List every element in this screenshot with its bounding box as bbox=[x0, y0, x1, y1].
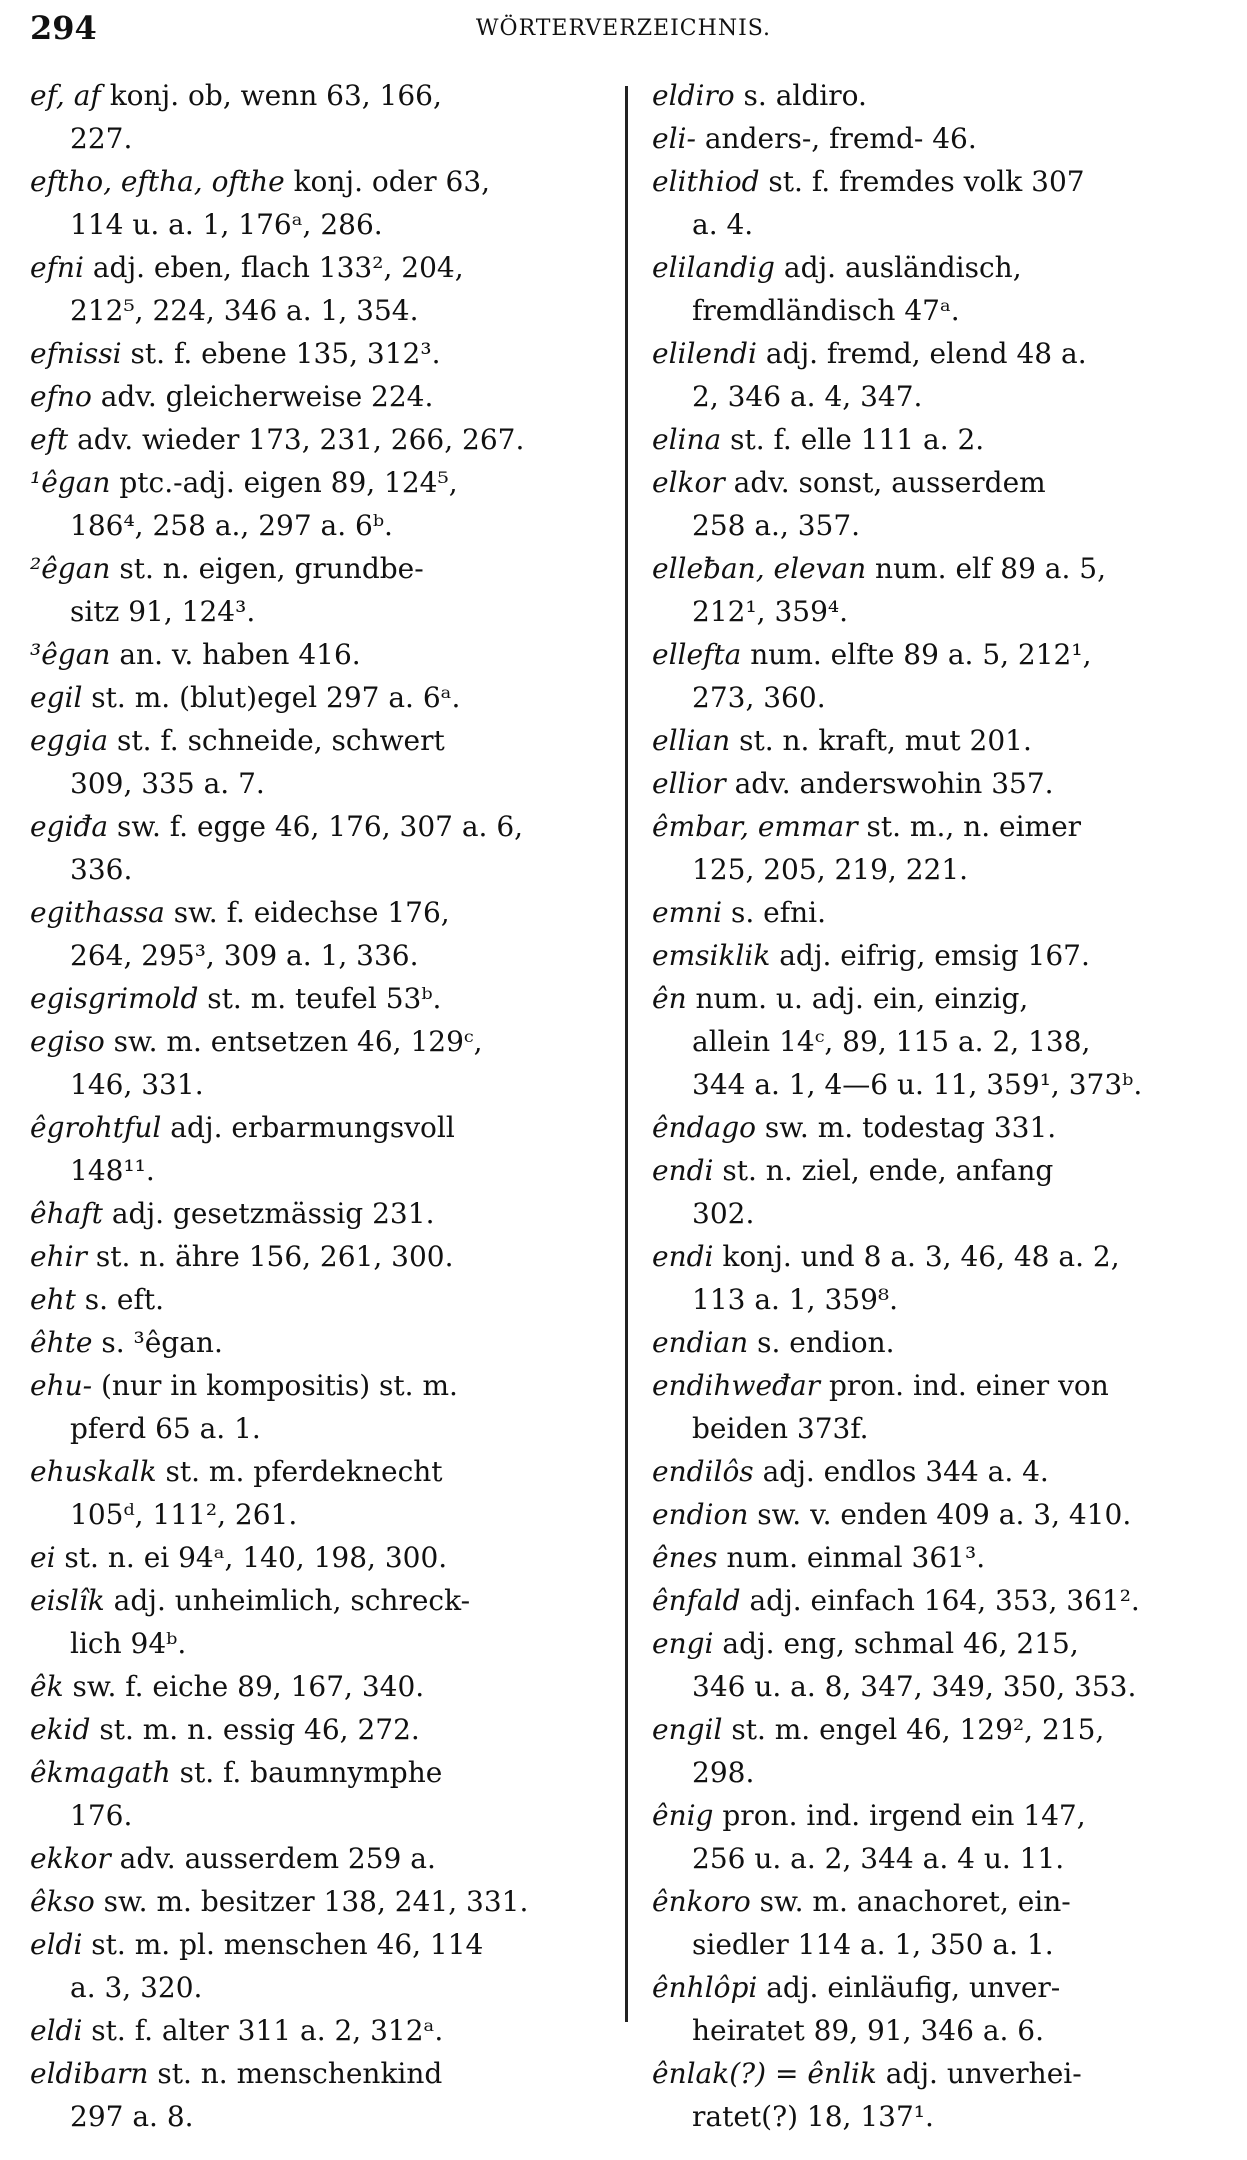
entry-definition: adj. unheimlich, schreck- lich 94ᵇ. bbox=[70, 1584, 471, 1660]
entry-definition: adj. gesetzmässig 231. bbox=[102, 1197, 435, 1230]
entry-definition: s. endion. bbox=[748, 1326, 895, 1359]
entry-headword: engil bbox=[652, 1713, 723, 1746]
entry-definition: sw. m. entsetzen 46, 129ᶜ, 146, 331. bbox=[70, 1025, 483, 1101]
dictionary-entry bbox=[652, 1493, 1222, 1536]
entry-headword: êkso bbox=[30, 1885, 95, 1918]
left-column bbox=[30, 74, 600, 2138]
dictionary-entry bbox=[652, 1579, 1222, 1622]
dictionary-entry bbox=[652, 74, 1222, 117]
entry-definition: st. f. ebene 135, 312³. bbox=[121, 337, 441, 370]
dictionary-entry bbox=[652, 160, 1222, 246]
column-divider bbox=[625, 86, 628, 2022]
entry-headword: ef, af bbox=[30, 79, 101, 112]
entry-headword: ênes bbox=[652, 1541, 718, 1574]
entry-definition: anders-, fremd- 46. bbox=[695, 122, 977, 155]
entry-headword: ellian bbox=[652, 724, 731, 757]
dictionary-entry bbox=[652, 246, 1222, 332]
entry-definition: konj. und 8 a. 3, 46, 48 a. 2, 113 a. 1, 359⁸. bbox=[692, 1240, 1120, 1316]
entry-definition: adv. sonst, ausserdem 258 a., 357. bbox=[692, 466, 1046, 542]
dictionary-entry bbox=[30, 719, 600, 805]
entry-headword: elkor bbox=[652, 466, 725, 499]
entry-headword: ehu- bbox=[30, 1369, 93, 1402]
entry-definition: st. m. n. essig 46, 272. bbox=[90, 1713, 420, 1746]
entry-definition: st. n. ähre 156, 261, 300. bbox=[86, 1240, 454, 1273]
dictionary-entry bbox=[30, 676, 600, 719]
entry-definition: adj. ausländisch, fremdländisch 47ᵃ. bbox=[692, 251, 1022, 327]
entry-definition: s. efni. bbox=[722, 896, 827, 929]
entry-definition: (nur in kompositis) st. m. pferd 65 a. 1. bbox=[70, 1369, 458, 1445]
entry-headword: êkmagath bbox=[30, 1756, 171, 1789]
entry-headword: egisgrimold bbox=[30, 982, 199, 1015]
dictionary-entry bbox=[652, 1622, 1222, 1708]
entry-definition: adj. fremd, elend 48 a. 2, 346 a. 4, 347. bbox=[692, 337, 1087, 413]
entry-headword: elleƀan, elevan bbox=[652, 552, 867, 585]
entry-headword: efno bbox=[30, 380, 92, 413]
entry-definition: adj. erbarmungsvoll 148¹¹. bbox=[70, 1111, 455, 1187]
entry-headword: ênlak(?) = ênlik bbox=[652, 2057, 877, 2090]
entry-definition: adv. gleicherweise 224. bbox=[91, 380, 434, 413]
entry-definition: st. n. ei 94ᵃ, 140, 198, 300. bbox=[55, 1541, 448, 1574]
dictionary-entry bbox=[652, 1450, 1222, 1493]
dictionary-entry bbox=[30, 547, 600, 633]
dictionary-entry bbox=[30, 1751, 600, 1837]
entry-headword: ên bbox=[652, 982, 687, 1015]
dictionary-entry bbox=[652, 891, 1222, 934]
entry-headword: endihweđar bbox=[652, 1369, 821, 1402]
entry-headword: eftho, eftha, ofthe bbox=[30, 165, 285, 198]
entry-headword: ehir bbox=[30, 1240, 87, 1273]
dictionary-entry bbox=[652, 461, 1222, 547]
dictionary-entry bbox=[30, 1235, 600, 1278]
entry-definition: st. n. eigen, grundbe- sitz 91, 124³. bbox=[70, 552, 424, 628]
dictionary-entry bbox=[30, 418, 600, 461]
entry-headword: emni bbox=[652, 896, 723, 929]
entry-headword: efni bbox=[30, 251, 84, 284]
entry-definition: adj. einfach 164, 353, 361². bbox=[740, 1584, 1140, 1617]
entry-headword: egil bbox=[30, 681, 83, 714]
entry-definition: an. v. haben 416. bbox=[110, 638, 361, 671]
entry-definition: num. u. adj. ein, einzig, allein 14ᶜ, 89, 115 a. 2, 138, 344 a. 1, 4—6 u. 11, 359¹, 373ᵇ. bbox=[686, 982, 1143, 1101]
entry-definition: st. m. (blut)egel 297 a. 6ᵃ. bbox=[82, 681, 461, 714]
entry-headword: êhaft bbox=[30, 1197, 103, 1230]
dictionary-entry bbox=[652, 1321, 1222, 1364]
entry-headword: egiso bbox=[30, 1025, 105, 1058]
entry-headword: eli- bbox=[652, 122, 696, 155]
entry-headword: elilandig bbox=[652, 251, 775, 284]
entry-headword: eldibarn bbox=[30, 2057, 149, 2090]
entry-definition: st. m. engel 46, 129², 215, 298. bbox=[692, 1713, 1105, 1789]
entry-headword: ³êgan bbox=[30, 638, 111, 671]
dictionary-entry bbox=[30, 1278, 600, 1321]
entry-headword: eldi bbox=[30, 2014, 83, 2047]
entry-definition: adv. wieder 173, 231, 266, 267. bbox=[68, 423, 525, 456]
entry-definition: num. einmal 361³. bbox=[717, 1541, 986, 1574]
dictionary-entry bbox=[30, 1880, 600, 1923]
entry-definition: adj. eben, flach 133², 204, 212⁵, 224, 346 a. 1, 354. bbox=[70, 251, 464, 327]
entry-definition: sw. m. anachoret, ein- siedler 114 a. 1, 350 a. 1. bbox=[692, 1885, 1071, 1961]
entry-headword: eggia bbox=[30, 724, 109, 757]
entry-definition: st. m. pl. menschen 46, 114 a. 3, 320. bbox=[70, 1928, 484, 2004]
entry-definition: konj. ob, wenn 63, 166, 227. bbox=[70, 79, 442, 155]
entry-headword: emsiklik bbox=[652, 939, 771, 972]
dictionary-entry bbox=[30, 1192, 600, 1235]
entry-headword: êndago bbox=[652, 1111, 757, 1144]
dictionary-entry bbox=[652, 1708, 1222, 1794]
entry-definition: sw. m. todestag 331. bbox=[756, 1111, 1057, 1144]
entry-definition: st. m. pferdeknecht 105ᵈ, 111², 261. bbox=[70, 1455, 443, 1531]
dictionary-entry bbox=[30, 375, 600, 418]
entry-headword: endian bbox=[652, 1326, 749, 1359]
dictionary-entry bbox=[30, 1321, 600, 1364]
entry-definition: st. f. baumnymphe 176. bbox=[70, 1756, 443, 1832]
dictionary-entry bbox=[652, 1235, 1222, 1321]
dictionary-entry bbox=[652, 977, 1222, 1106]
entry-definition: s. aldiro. bbox=[734, 79, 867, 112]
entry-definition: st. f. elle 111 a. 2. bbox=[721, 423, 985, 456]
dictionary-entry bbox=[30, 1579, 600, 1665]
entry-definition: st. n. kraft, mut 201. bbox=[730, 724, 1032, 757]
dictionary-entry bbox=[652, 1966, 1222, 2052]
entry-headword: êhte bbox=[30, 1326, 93, 1359]
entry-headword: eft bbox=[30, 423, 69, 456]
dictionary-entry bbox=[652, 1149, 1222, 1235]
dictionary-entry bbox=[30, 633, 600, 676]
dictionary-entry bbox=[30, 805, 600, 891]
entry-headword: engi bbox=[652, 1627, 714, 1660]
entry-headword: ênfald bbox=[652, 1584, 741, 1617]
entry-headword: ekkor bbox=[30, 1842, 111, 1875]
dictionary-entry bbox=[652, 2052, 1222, 2138]
dictionary-entry bbox=[30, 977, 600, 1020]
entry-headword: eislîk bbox=[30, 1584, 105, 1617]
entry-headword: êgrohtful bbox=[30, 1111, 162, 1144]
entry-definition: st. f. schneide, schwert 309, 335 a. 7. bbox=[70, 724, 445, 800]
entry-definition: adj. eng, schmal 46, 215, 346 u. a. 8, 347, 349, 350, 353. bbox=[692, 1627, 1137, 1703]
entry-definition: st. f. fremdes volk 307 a. 4. bbox=[692, 165, 1085, 241]
dictionary-entry bbox=[652, 1106, 1222, 1149]
dictionary-entry bbox=[652, 332, 1222, 418]
entry-definition: adj. unverhei- ratet(?) 18, 137¹. bbox=[692, 2057, 1082, 2133]
entry-definition: pron. ind. irgend ein 147, 256 u. a. 2, 344 a. 4 u. 11. bbox=[692, 1799, 1086, 1875]
entry-definition: st. n. menschenkind 297 a. 8. bbox=[70, 2057, 443, 2133]
entry-definition: num. elf 89 a. 5, 212¹, 359⁴. bbox=[692, 552, 1107, 628]
entry-headword: endion bbox=[652, 1498, 749, 1531]
dictionary-entry bbox=[30, 1450, 600, 1536]
dictionary-entry bbox=[30, 2052, 600, 2138]
entry-definition: sw. f. eiche 89, 167, 340. bbox=[63, 1670, 425, 1703]
dictionary-entry bbox=[30, 1708, 600, 1751]
dictionary-entry bbox=[30, 1020, 600, 1106]
entry-definition: st. n. ziel, ende, anfang 302. bbox=[692, 1154, 1054, 1230]
entry-definition: adj. einläufig, unver- heiratet 89, 91, 346 a. 6. bbox=[692, 1971, 1061, 2047]
dictionary-entry bbox=[30, 461, 600, 547]
entry-headword: elithiod bbox=[652, 165, 760, 198]
entry-headword: elilendi bbox=[652, 337, 757, 370]
entry-definition: konj. oder 63, 114 u. a. 1, 176ᵃ, 286. bbox=[70, 165, 491, 241]
dictionary-entry bbox=[652, 1794, 1222, 1880]
entry-definition: st. m., n. eimer 125, 205, 219, 221. bbox=[692, 810, 1082, 886]
entry-headword: egithassa bbox=[30, 896, 165, 929]
entry-headword: ênig bbox=[652, 1799, 714, 1832]
dictionary-entry bbox=[30, 246, 600, 332]
entry-headword: ei bbox=[30, 1541, 56, 1574]
dictionary-entry bbox=[652, 805, 1222, 891]
dictionary-entry bbox=[652, 418, 1222, 461]
entry-headword: elina bbox=[652, 423, 722, 456]
entry-definition: s. ³êgan. bbox=[92, 1326, 223, 1359]
entry-headword: ekid bbox=[30, 1713, 91, 1746]
dictionary-entry bbox=[30, 1364, 600, 1450]
dictionary-entry bbox=[652, 762, 1222, 805]
entry-definition: sw. f. egge 46, 176, 307 a. 6, 336. bbox=[70, 810, 524, 886]
entry-headword: ehuskalk bbox=[30, 1455, 157, 1488]
right-column bbox=[652, 74, 1222, 2138]
dictionary-entry bbox=[30, 1106, 600, 1192]
entry-headword: ênkoro bbox=[652, 1885, 751, 1918]
entry-definition: adj. eifrig, emsig 167. bbox=[770, 939, 1090, 972]
entry-headword: ¹êgan bbox=[30, 466, 111, 499]
entry-headword: endilôs bbox=[652, 1455, 754, 1488]
entry-definition: s. eft. bbox=[75, 1283, 165, 1316]
dictionary-entry bbox=[652, 633, 1222, 719]
entry-headword: eldi bbox=[30, 1928, 83, 1961]
entry-headword: ellefta bbox=[652, 638, 742, 671]
entry-headword: ²êgan bbox=[30, 552, 111, 585]
entry-definition: adv. anderswohin 357. bbox=[725, 767, 1054, 800]
entry-headword: ênhlôpi bbox=[652, 1971, 758, 2004]
entry-headword: efnissi bbox=[30, 337, 122, 370]
dictionary-entry bbox=[30, 1923, 600, 2009]
entry-headword: êmbar, emmar bbox=[652, 810, 858, 843]
running-title: WÖRTERVERZEICHNIS. bbox=[475, 16, 772, 41]
page-number: 294 bbox=[30, 9, 97, 47]
entry-headword: eht bbox=[30, 1283, 76, 1316]
entry-definition: st. m. teufel 53ᵇ. bbox=[198, 982, 442, 1015]
entry-definition: sw. f. eidechse 176, 264, 295³, 309 a. 1, 336. bbox=[70, 896, 450, 972]
dictionary-entry bbox=[652, 547, 1222, 633]
entry-definition: pron. ind. einer von beiden 373f. bbox=[692, 1369, 1109, 1445]
dictionary-entry bbox=[30, 891, 600, 977]
dictionary-entry bbox=[30, 332, 600, 375]
entry-headword: egiđa bbox=[30, 810, 109, 843]
dictionary-entry bbox=[30, 1536, 600, 1579]
entry-definition: sw. m. besitzer 138, 241, 331. bbox=[94, 1885, 529, 1918]
dictionary-entry bbox=[652, 719, 1222, 762]
dictionary-entry bbox=[652, 117, 1222, 160]
dictionary-entry bbox=[652, 1364, 1222, 1450]
entry-definition: ptc.-adj. eigen 89, 124⁵, 186⁴, 258 a., 297 a. 6ᵇ. bbox=[70, 466, 458, 542]
entry-headword: endi bbox=[652, 1154, 714, 1187]
dictionary-entry bbox=[652, 1536, 1222, 1579]
dictionary-entry bbox=[30, 160, 600, 246]
dictionary-entry bbox=[30, 1837, 600, 1880]
entry-headword: endi bbox=[652, 1240, 714, 1273]
dictionary-entry bbox=[652, 934, 1222, 977]
entry-definition: st. f. alter 311 a. 2, 312ᵃ. bbox=[82, 2014, 444, 2047]
entry-definition: adj. endlos 344 a. 4. bbox=[753, 1455, 1049, 1488]
dictionary-entry bbox=[652, 1880, 1222, 1966]
entry-headword: eldiro bbox=[652, 79, 735, 112]
dictionary-entry bbox=[30, 1665, 600, 1708]
entry-headword: êk bbox=[30, 1670, 64, 1703]
entry-definition: sw. v. enden 409 a. 3, 410. bbox=[748, 1498, 1132, 1531]
dictionary-entry bbox=[30, 2009, 600, 2052]
entry-definition: num. elfte 89 a. 5, 212¹, 273, 360. bbox=[692, 638, 1092, 714]
dictionary-entry bbox=[30, 74, 600, 160]
entry-headword: ellior bbox=[652, 767, 726, 800]
entry-definition: adv. ausserdem 259 a. bbox=[110, 1842, 436, 1875]
